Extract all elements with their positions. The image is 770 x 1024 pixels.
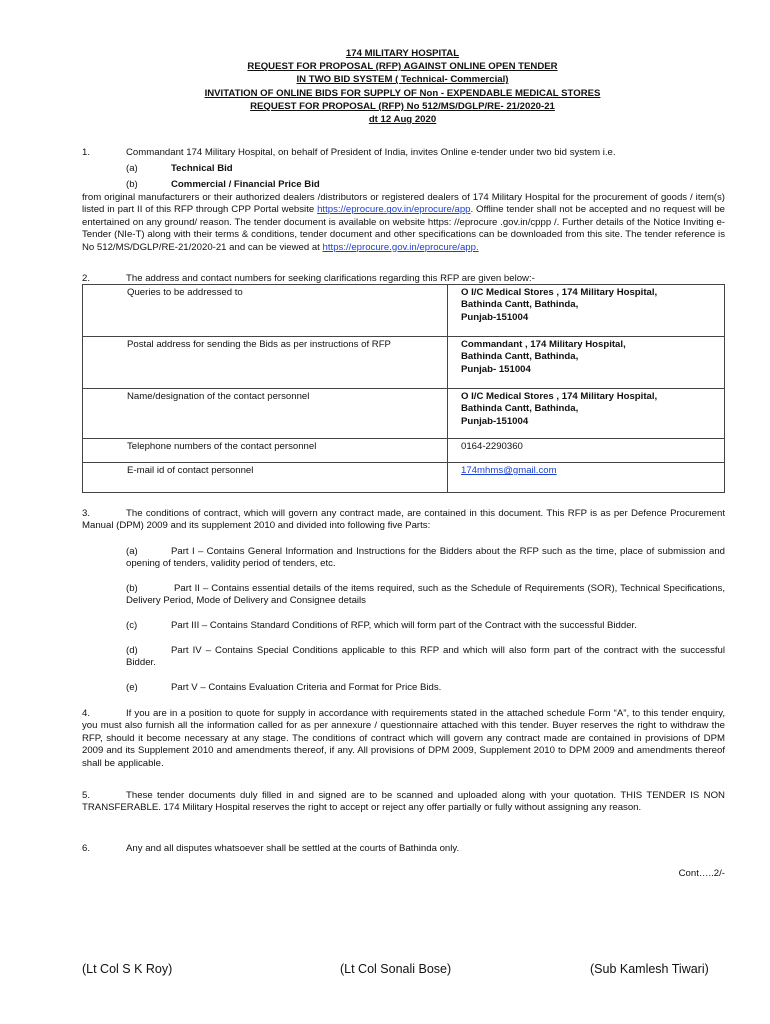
para3-text: The conditions of contract, which will govern any contract made, are contained in this document. This RFP is as per Defence Procurement Manual (DPM) 2009 and its supplement 2010 and divided into following five Parts: xyxy=(82,508,725,532)
header-hospital-name: 174 MILITARY HOSPITAL xyxy=(345,48,460,59)
para1-body-text-2: . Offline tender shall not be accepted and no request will be entertained on any ground/ reason. The tender document is available on website https: //eprocure .gov.in/cppp /. Further details of the Notice Inviting e-Tender (NIe-T) along with their terms & conditions, tender document and other specifications can be downloaded from this site. The tender reference is No 512/MS/DGLP/RE-21/2020-21 and can be viewed at xyxy=(82,204,725,253)
contact-table xyxy=(82,284,725,493)
para4-text: If you are in a position to quote for supply in accordance with requirements stated in the attached schedule Form “A”, to this tender enquiry, you must also furnish all the information called for as per annexure / questionnaire attached with this tender. Buyer reserves the right to withdraw the RFP, should it become necessary at any stage. The conditions of contract which will govern any contract made are contained in provisions of DPM 2009 and its Supplement 2010 and amendments thereof, if any. All provisions of DPM 2009, Supplement 2010 to DPM 2009 and amendments thereof shall be applicable. xyxy=(82,708,725,769)
table-row xyxy=(83,389,725,439)
value-line: Bathinda Cantt, Bathinda, xyxy=(461,351,579,363)
para3-item-c xyxy=(126,620,725,632)
para5-text: These tender documents duly filled in and signed are to be scanned and uploaded along with your quotation. THIS TENDER IS NON TRANSFERABLE. 174 Military Hospital reserves the right to accept or reject any offer partially or fully without assigning any reason. xyxy=(82,790,725,814)
signature-sonali-bose: (Lt Col Sonali Bose) xyxy=(340,962,452,976)
para3-item-d xyxy=(126,645,725,670)
item-label: (b) xyxy=(126,583,138,594)
continuation-note: Cont…..2/- xyxy=(678,868,725,879)
para1-body-text: from original manufacturers or their authorized dealers /distributors or registered dealers of 174 Military Hospital for the procurement of goods / item(s) listed in part II of this RFP through CPP Portal website xyxy=(82,192,725,216)
eprocure-link[interactable]: https://eprocure.gov.in/eprocure/app xyxy=(317,204,471,216)
para2-number: 2. xyxy=(82,273,91,284)
header-bid-system: IN TWO BID SYSTEM ( Technical- Commercial) xyxy=(296,74,509,86)
item-text: Part IV – Contains Special Conditions applicable to this RFP and which will also form part of the contract with the successful Bidder. xyxy=(126,645,725,669)
para4 xyxy=(82,708,725,770)
para1-technical-bid: Technical Bid xyxy=(171,163,233,174)
item-text: Part V – Contains Evaluation Criteria and Format for Price Bids. xyxy=(171,682,442,693)
para3-item-b xyxy=(126,583,725,608)
table-label-cell: E-mail id of contact personnel xyxy=(83,463,448,493)
para6-number: 6. xyxy=(82,843,91,854)
table-label-cell: Queries to be addressed to xyxy=(83,285,448,337)
table-row xyxy=(83,463,725,493)
table-row xyxy=(83,337,725,389)
para1-intro: Commandant 174 Military Hospital, on behalf of President of India, invites Online e-tender under two bid system i.e. xyxy=(126,147,616,158)
header-date: dt 12 Aug 2020 xyxy=(368,114,437,126)
value-line: O I/C Medical Stores , 174 Military Hospital, xyxy=(461,287,658,298)
table-label-cell: Telephone numbers of the contact personnel xyxy=(83,439,448,463)
email-link[interactable]: 174mhms@gmail.com xyxy=(461,465,557,476)
value-line: O I/C Medical Stores , 174 Military Hospital, xyxy=(461,391,658,402)
para4-number: 4. xyxy=(82,708,91,719)
value-line: Bathinda Cantt, Bathinda, xyxy=(461,403,579,415)
item-text: Part I – Contains General Information and Instructions for the Bidders about the RFP such as the time, place of submission and opening of tenders, validity period of tenders, etc. xyxy=(126,546,725,570)
table-value-cell xyxy=(448,285,725,337)
para2-intro: The address and contact numbers for seeking clarifications regarding this RFP are given below:- xyxy=(126,273,535,284)
value-line: Punjab- 151004 xyxy=(461,363,531,375)
value-line: Punjab-151004 xyxy=(461,311,529,323)
telephone-value: 0164-2290360 xyxy=(448,439,725,463)
signature-kamlesh-tiwari: (Sub Kamlesh Tiwari) xyxy=(590,962,709,976)
header-rfp-number: REQUEST FOR PROPOSAL (RFP) No 512/MS/DGLP/RE- 21/2020-21 xyxy=(250,100,555,112)
para1-number: 1. xyxy=(82,147,91,158)
table-value-cell xyxy=(448,337,725,389)
header-rfp-title: REQUEST FOR PROPOSAL (RFP) AGAINST ONLINE OPEN TENDER xyxy=(247,61,558,73)
item-label: (e) xyxy=(126,682,138,693)
para3-item-a xyxy=(126,546,725,571)
para6-text: Any and all disputes whatsoever shall be settled at the courts of Bathinda only. xyxy=(126,843,460,854)
header-invitation: INVITATION OF ONLINE BIDS FOR SUPPLY OF Non - EXPENDABLE MEDICAL STORES xyxy=(204,87,601,99)
item-text: Part III – Contains Standard Conditions of RFP, which will form part of the Contract with the successful Bidder. xyxy=(171,620,637,631)
value-line: Bathinda Cantt, Bathinda, xyxy=(461,299,579,311)
para3-number: 3. xyxy=(82,508,91,519)
para1-b-label: (b) xyxy=(126,179,138,190)
item-text: Part II – Contains essential details of the items required, such as the Schedule of Requirements (SOR), Technical Specifications, Delivery Period, Mode of Delivery and Consignee details xyxy=(126,583,725,607)
item-label: (d) xyxy=(126,645,138,656)
email-cell xyxy=(448,463,725,493)
para1-commercial-bid: Commercial / Financial Price Bid xyxy=(171,179,320,190)
value-line: Punjab-151004 xyxy=(461,415,529,427)
para5 xyxy=(82,790,725,815)
table-row xyxy=(83,439,725,463)
table-value-cell xyxy=(448,389,725,439)
item-label: (c) xyxy=(126,620,138,631)
para1-body xyxy=(82,192,725,254)
para1-a-label: (a) xyxy=(126,163,138,174)
document-header xyxy=(80,47,725,126)
item-label: (a) xyxy=(126,546,138,557)
table-label-cell: Name/designation of the contact personnel xyxy=(83,389,448,439)
table-row xyxy=(83,285,725,337)
table-label-cell: Postal address for sending the Bids as per instructions of RFP xyxy=(83,337,448,389)
para3-item-e xyxy=(126,682,725,694)
value-line: Commandant , 174 Military Hospital, xyxy=(461,339,626,350)
eprocure-link-2[interactable]: https://eprocure.gov.in/eprocure/app. xyxy=(322,241,479,253)
para5-number: 5. xyxy=(82,790,91,801)
para3 xyxy=(82,508,725,533)
signature-sk-roy: (Lt Col S K Roy) xyxy=(82,962,173,976)
